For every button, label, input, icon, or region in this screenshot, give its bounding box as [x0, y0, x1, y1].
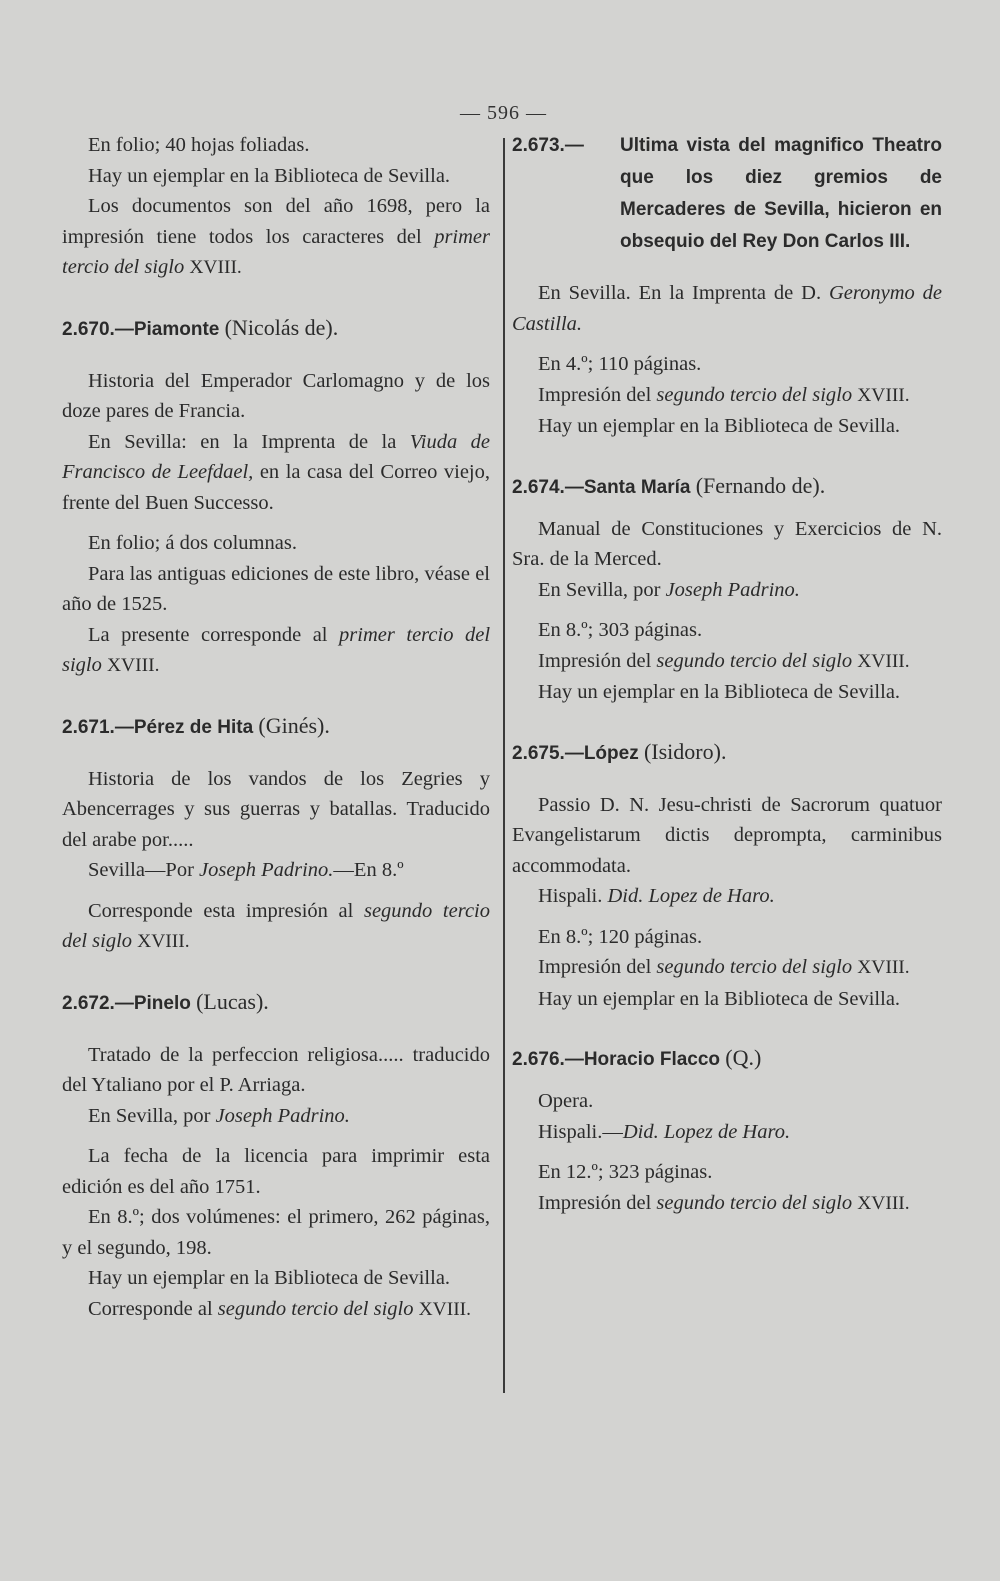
entry-note: La fecha de la licencia para imprimir esta edición es del año 1751.: [62, 1145, 490, 1198]
entry-imprint: En Sevilla: en la Imprenta de la Viuda de Francisco de Leefdael, en la casa del Correo viejo, frente del Buen Successo.: [62, 430, 491, 514]
right-column: [512, 130, 942, 1219]
entry-heading-2671: 2.671.—Pérez de Hita (Ginés).: [62, 712, 330, 738]
entry-imprint: Hispali.—Did. Lopez de Haro.: [538, 1120, 791, 1143]
entry-title: Tratado de la perfeccion religiosa..... traducido del Ytaliano por el P. Arriaga.: [62, 1043, 490, 1096]
entry-holding: Hay un ejemplar en la Biblioteca de Sevilla.: [88, 1267, 451, 1289]
entry-heading-2670: 2.670.—Piamonte (Nicolás de).: [62, 314, 339, 340]
entry-format: En folio; á dos columnas.: [88, 532, 297, 554]
entry-title: Opera.: [538, 1090, 594, 1112]
entry-imprint: En Sevilla. En la Imprenta de D. Geronymo de Castilla.: [512, 282, 943, 335]
entry-holding: Hay un ejemplar en la Biblioteca de Sevilla.: [538, 681, 901, 703]
entry-imprint: En Sevilla, por Joseph Padrino.: [88, 1104, 350, 1127]
entry-note: Impresión del segundo tercio del siglo XVIII.: [538, 956, 910, 978]
entry-note: Impresión del segundo tercio del siglo XVIII.: [538, 649, 910, 672]
entry-text: En folio; 40 hojas foliadas.: [88, 134, 310, 156]
entry-note: La presente corresponde al primer tercio del siglo XVIII.: [62, 623, 491, 676]
entry-format: En 8.º; dos volúmenes: el primero, 262 páginas, y el segundo, 198.: [62, 1206, 490, 1259]
entry-holding: Hay un ejemplar en la Biblioteca de Sevilla.: [538, 415, 901, 437]
entry-text: Los documentos son del año 1698, pero la impresión tiene todos los caracteres del primer tercio del siglo XVIII.: [62, 195, 491, 278]
entry-holding: Hay un ejemplar en la Biblioteca de Sevilla.: [538, 987, 901, 1010]
entry-heading-2672: 2.672.—Pinelo (Lucas).: [62, 988, 269, 1014]
page-number: — 596 —: [460, 102, 547, 124]
entry-title: Passio D. N. Jesu-christi de Sacrorum quatuor Evangelistarum dictis deprompta, carminibus accommodata.: [512, 793, 942, 877]
left-column: [62, 130, 490, 1325]
entry-imprint: En Sevilla, por Joseph Padrino.: [538, 578, 800, 601]
entry-imprint: Hispali. Did. Lopez de Haro.: [538, 885, 775, 907]
entry-heading-2673: 2.673.— Ultima vista del magnifico Theatro que los diez gremios de Mercaderes de Sevilla, hicieron en obsequio del Rey Don Carlos III.: [512, 130, 942, 258]
entry-note: Corresponde esta impresión al segundo tercio del siglo XVIII.: [62, 899, 490, 952]
entry-title: Historia de los vandos de los Zegries y Abencerrages y sus guerras y batallas. Traducido del arabe por.....: [62, 767, 490, 851]
entry-text: Hay un ejemplar en la Biblioteca de Sevilla.: [88, 164, 451, 187]
entry-note: Impresión del segundo tercio del siglo XVIII.: [538, 383, 910, 406]
entry-heading-2674: 2.674.—Santa María (Fernando de).: [512, 472, 826, 498]
entry-heading-2676: 2.676.—Horacio Flacco (Q.): [512, 1045, 762, 1070]
entry-title: Manual de Constituciones y Exercicios de N. Sra. de la Merced.: [512, 517, 942, 570]
column-divider: [503, 138, 505, 1393]
entry-imprint: Sevilla—Por Joseph Padrino.—En 8.º: [88, 859, 404, 881]
entry-format: En 8.º; 120 páginas.: [538, 925, 703, 948]
entry-note: Corresponde al segundo tercio del siglo XVIII.: [88, 1297, 472, 1320]
entry-note: Impresión del segundo tercio del siglo XVIII.: [538, 1191, 910, 1214]
entry-format: En 12.º; 323 páginas.: [538, 1161, 713, 1183]
entry-title: Ultima vista del magnifico Theatro que los diez gremios de Mercaderes de Sevilla, hicieron en obsequio del Rey Don Carlos III.: [620, 135, 942, 252]
entry-heading-2675: 2.675.—López (Isidoro).: [512, 738, 727, 764]
entry-format: En 4.º; 110 páginas.: [538, 353, 702, 375]
entry-format: En 8.º; 303 páginas.: [538, 619, 703, 641]
entry-note: Para las antiguas ediciones de este libro, véase el año de 1525.: [62, 562, 490, 615]
entry-title: Historia del Emperador Carlomagno y de los doze pares de Francia.: [62, 369, 490, 422]
